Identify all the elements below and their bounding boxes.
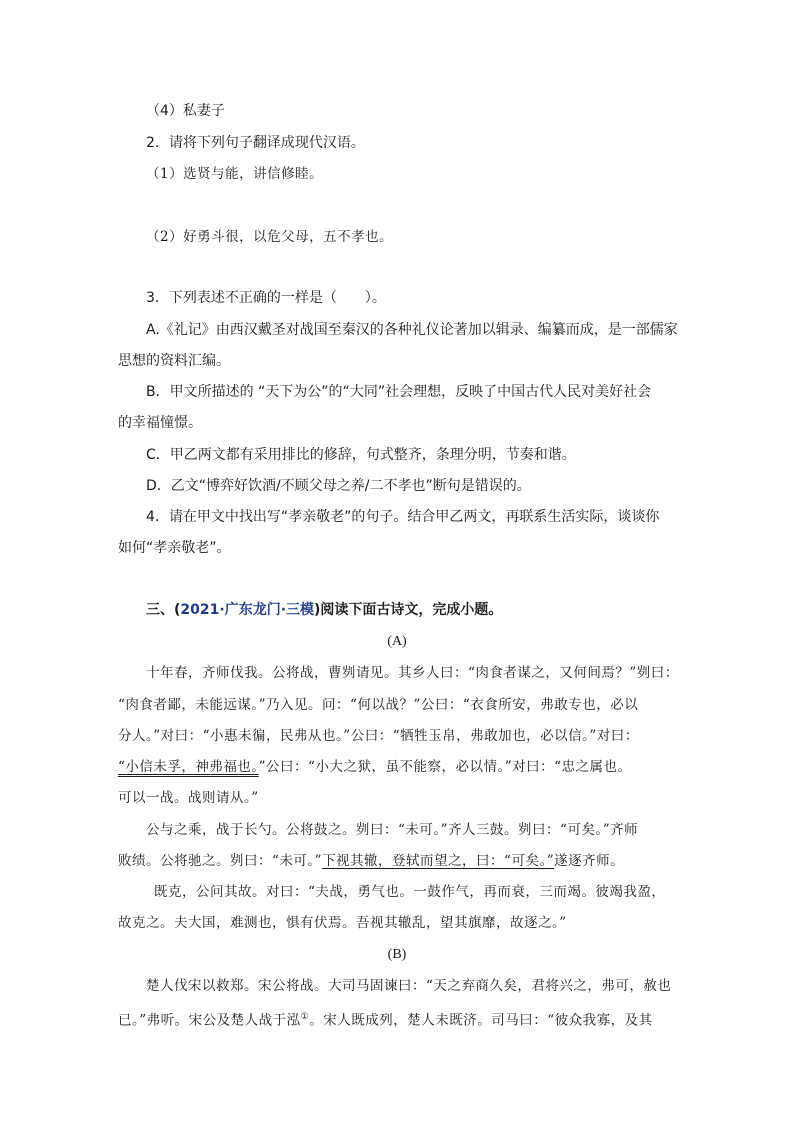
text-a-line-8: 既克，公问其故。对曰：“夫战，勇气也。一鼓作气，再而衰，三而竭。彼竭我盈， (154, 884, 666, 900)
question-3-option-d: D．乙文“博弈好饮酒/不顾父母之养/二不孝也”断句是错误的。 (146, 478, 531, 494)
text-a-underlined-phrase-2: 下视其辙，登轼而望之，曰：“可矣。” (322, 853, 555, 869)
text-a-line-7-post: 遂逐齐师。 (554, 853, 625, 869)
text-a-label: (A) (387, 634, 407, 649)
section-3-prefix: 三、( (146, 602, 181, 618)
text-a-line-7-pre: 败绩。公将驰之。刿曰：“未可。” (118, 853, 323, 869)
text-a-line-7 (118, 851, 624, 871)
q1-item-4: （4）私妻子 (146, 103, 225, 119)
question-4-line-1: 4．请在甲文中找出写“孝亲敬老”的句子。结合甲乙两文，再联系生活实际，谈谈你 (146, 509, 660, 525)
question-3-option-b-line-1: B．甲文所描述的 “天下为公”的“大同”社会理想，反映了中国古代人民对美好社会 (146, 384, 652, 400)
question-2-sentence-1: （1）选贤与能，讲信修睦。 (146, 166, 324, 182)
question-3-option-c: C．甲乙两文都有采用排比的修辞，句式整齐，条理分明，节奏和谐。 (146, 447, 576, 463)
text-a-line-1: 十年春，齐师伐我。公将战，曹刿请见。其乡人曰：“肉食者谋之，又何间焉？”刿曰： (146, 665, 679, 681)
text-b-label: (B) (387, 947, 407, 962)
question-4-line-2: 如何“孝亲敬老”。 (118, 540, 231, 556)
text-a-line-6: 公与之乘，战于长勺。公将鼓之。刿曰：“未可。”齐人三鼓。刿曰：“可矣。”齐师 (146, 822, 639, 838)
text-a-underlined-phrase-1: “小信未孚，神弗福也。 (118, 759, 259, 775)
question-3-option-b-line-2: 的幸福憧憬。 (118, 415, 202, 431)
section-3-source: 2021·广东龙门·三模 (180, 602, 315, 618)
question-2-sentence-2: （2）好勇斗很，以危父母，五不孝也。 (146, 229, 394, 245)
text-a-line-2: “肉食者鄙，未能远谋。”乃入见。问：“何以战？”公曰：“衣食所安，弗敢专也，必以 (118, 697, 639, 713)
text-a-line-4 (118, 757, 632, 777)
text-b-line-2-pre: 已。”弗听。宋公及楚人战于泓 (118, 1012, 301, 1029)
text-a-line-5: 可以一战。战则请从。” (118, 790, 259, 806)
text-a-line-3: 分人。”对曰：“小惠未徧，民弗从也。”公曰：“牺牲玉帛，弗敢加也，必以信。”对曰： (118, 728, 639, 744)
question-3-stem: 3．下列表述不正确的一样是（ ）。 (146, 290, 386, 306)
footnote-marker: ① (300, 1012, 310, 1022)
section-3-suffix: )阅读下面古诗文，完成小题。 (314, 602, 503, 618)
section-3-heading (146, 600, 502, 620)
question-3-option-a-line-2: 思想的资料汇编。 (118, 353, 230, 369)
text-b-line-1: 楚人伐宋以救郑。宋公将战。大司马固谏曰：“天之弃商久矣，君将兴之，弗可，赦也 (146, 978, 672, 994)
question-2-stem: 2．请将下列句子翻译成现代汉语。 (146, 135, 365, 151)
text-a-line-4-rest: ”公曰：“小大之狱，虽不能察，必以情。”对曰：“忠之属也。 (258, 759, 632, 775)
question-3-option-a-line-1: A.《礼记》由西汉戴圣对战国至秦汉的各种礼仪论著加以辑录、编纂而成，是一部儒家 (146, 322, 678, 338)
text-b-line-2 (118, 1007, 653, 1031)
text-b-line-2-post: 。宋人既成列，楚人未既济。司马曰：“彼众我寡，及其 (309, 1012, 653, 1029)
text-a-line-9: 故克之。夫大国，难测也，惧有伏焉。吾视其辙乱，望其旗靡，故逐之。” (118, 915, 567, 931)
